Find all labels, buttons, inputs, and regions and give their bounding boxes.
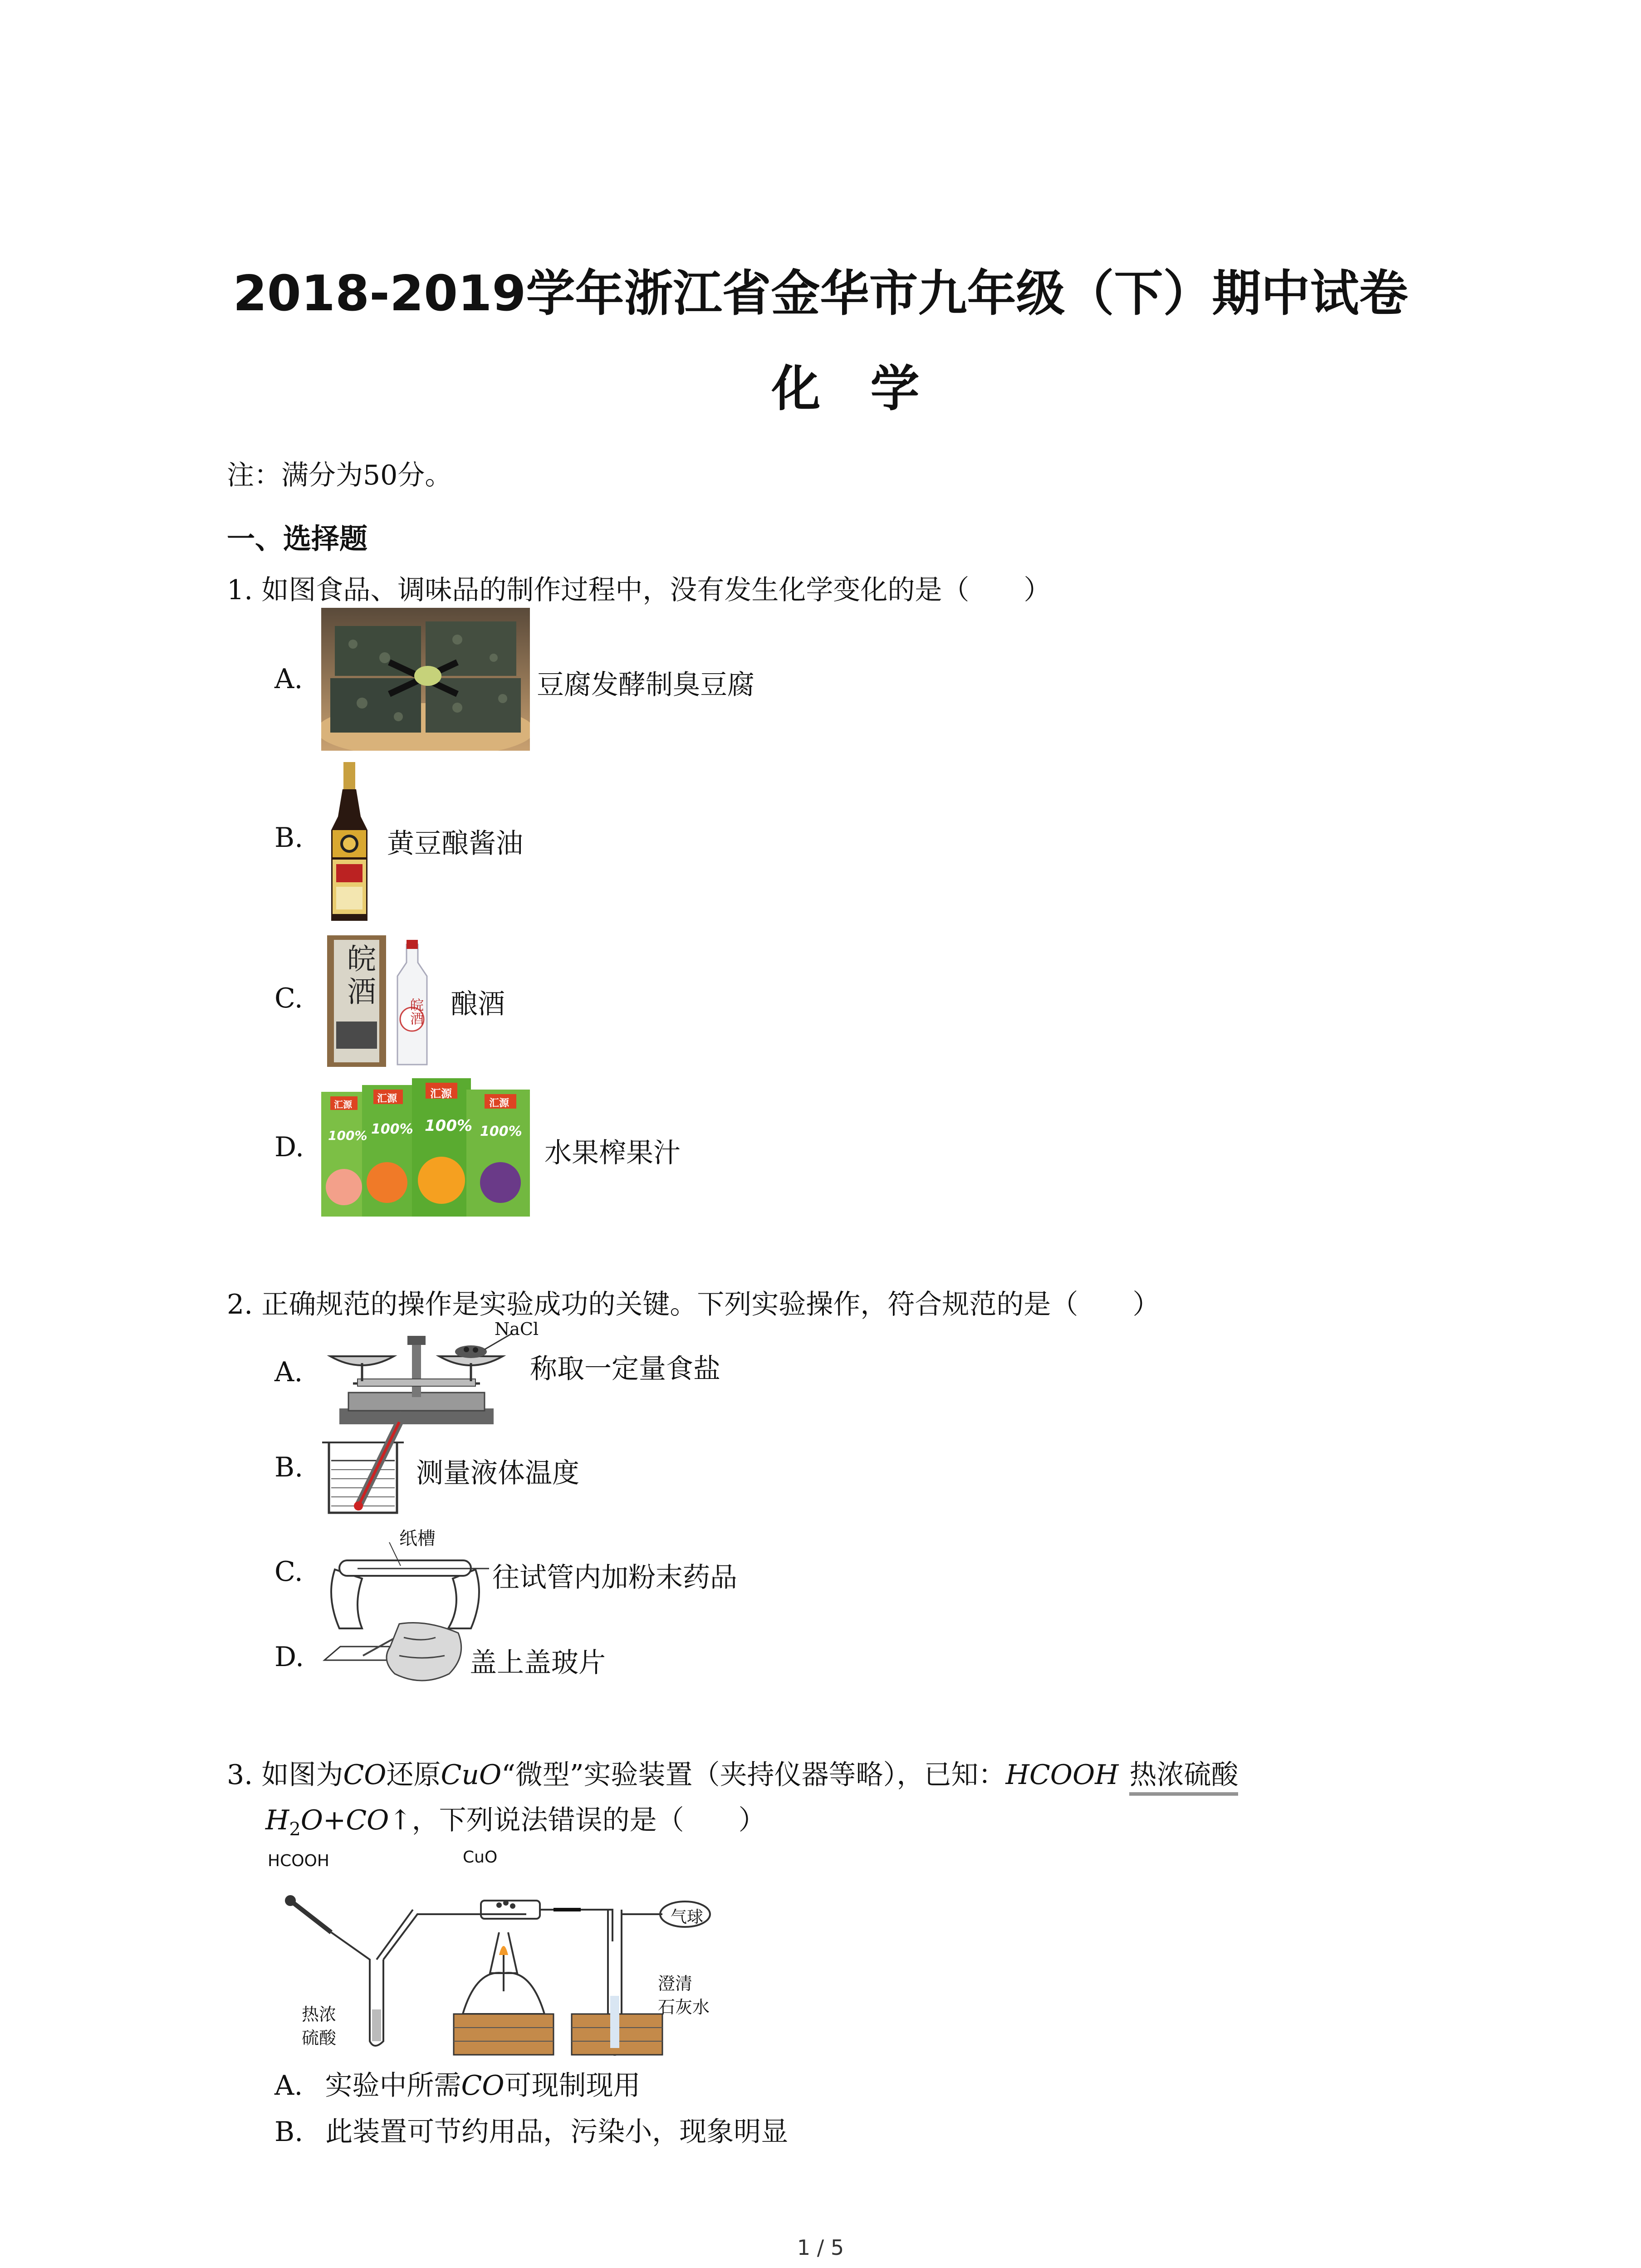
q2-option-a-text: 称取一定量食盐 — [530, 1353, 720, 1385]
q2-option-a-letter: A. — [274, 1356, 303, 1388]
q2-option-c-text: 往试管内加粉末药品 — [492, 1562, 737, 1593]
q2-option-b-letter: B. — [274, 1452, 304, 1483]
q3-cuo: CuO — [441, 1759, 502, 1791]
co-reduction-apparatus-figure — [263, 1846, 744, 2064]
q1-option-b-letter: B. — [274, 822, 304, 854]
q3-reaction-condition: 热浓硫酸 — [1129, 1759, 1238, 1795]
juice-brand-2: 汇源 — [377, 1093, 397, 1105]
fig-label-hcooh: HCOOH — [268, 1852, 329, 1870]
q1-option-a-text: 豆腐发酵制臭豆腐 — [537, 669, 754, 701]
q3-option-a — [274, 2064, 641, 2103]
fig-label-cuo: CuO — [463, 1848, 498, 1867]
q3-option-b-text: 此装置可节约用品，污染小，现象明显 — [325, 2116, 789, 2148]
q3-hcooh: HCOOH — [1005, 1759, 1119, 1791]
q3-stem-part-b: 还原 — [386, 1759, 441, 1791]
fig-label-limewater-2: 石灰水 — [658, 1997, 710, 2017]
juice-label-1: 100% — [328, 1128, 367, 1143]
stinky-tofu-image — [321, 608, 530, 751]
q1-option-d-letter: D. — [274, 1131, 304, 1163]
q3-option-a-letter: A. — [274, 2070, 303, 2102]
question-3-stem-line-2 — [265, 1799, 766, 1840]
q3-stem-tail: ，下列说法错误的是（ ） — [411, 1804, 766, 1836]
paper-trough-label: 纸槽 — [399, 1528, 436, 1549]
q3-option-a-text-1: 实验中所需 — [325, 2070, 461, 2102]
q2-option-d-letter: D. — [274, 1641, 304, 1673]
fig-label-balloon: 气球 — [671, 1908, 704, 1926]
q2-option-c-letter: C. — [274, 1556, 303, 1588]
fig-label-acid-1: 热浓 — [302, 2004, 337, 2024]
q1-option-c-text: 酿酒 — [451, 988, 505, 1020]
q3-option-a-text-2: 可现制现用 — [504, 2070, 641, 2102]
question-2-stem: 2. 正确规范的操作是实验成功的关键。下列实验操作，符合规范的是（ ） — [227, 1289, 1160, 1320]
juice-brand-1: 汇源 — [334, 1099, 352, 1110]
q1-option-b-text: 黄豆酿酱油 — [387, 828, 523, 860]
q3-product-rest: O+CO↑ — [300, 1804, 412, 1836]
question-1-stem: 1. 如图食品、调味品的制作过程中，没有发生化学变化的是（ ） — [227, 574, 1051, 606]
q2-option-b-text: 测量液体温度 — [416, 1457, 579, 1489]
q3-product-h: H — [265, 1804, 289, 1836]
q3-co: CO — [343, 1759, 387, 1791]
subject-title: 化学 — [771, 361, 970, 417]
section-heading: 一、选择题 — [227, 522, 368, 555]
q1-option-d-text: 水果榨果汁 — [544, 1137, 681, 1169]
fig-label-limewater-1: 澄清 — [658, 1974, 693, 1994]
page-title: 2018-2019学年浙江省金华市九年级（下）期中试卷 — [233, 265, 1408, 322]
juice-label-4: 100% — [480, 1124, 522, 1139]
soy-sauce-bottle-image — [324, 762, 374, 925]
q3-option-a-co: CO — [461, 2070, 505, 2102]
q3-stem-part-a: 3. 如图为 — [227, 1759, 343, 1791]
page-number: 1 / 5 — [797, 2235, 844, 2260]
q1-option-c-letter: C. — [274, 982, 303, 1014]
q2-option-d-text: 盖上盖玻片 — [470, 1647, 606, 1679]
wine-box-label-text: 皖酒 — [342, 943, 376, 1009]
beaker-thermometer-image — [320, 1411, 411, 1520]
fig-label-acid-2: 硫酸 — [302, 2028, 337, 2048]
juice-cartons-image — [321, 1078, 530, 1219]
juice-label-2: 100% — [371, 1121, 413, 1137]
question-3-stem-line-1 — [227, 1753, 1238, 1792]
q1-option-a-letter: A. — [274, 663, 303, 695]
score-note: 注：满分为50分。 — [227, 459, 452, 491]
juice-brand-3: 汇源 — [430, 1087, 452, 1100]
wine-bottle-label-text: 皖酒 — [407, 998, 423, 1025]
juice-label-3: 100% — [425, 1117, 473, 1135]
nacl-label: NaCl — [495, 1319, 539, 1339]
q3-product-sub: 2 — [289, 1819, 301, 1840]
q3-stem-part-c: “微型”实验装置（夹持仪器等略），已知： — [501, 1759, 1006, 1791]
cover-slip-image — [322, 1619, 467, 1687]
q3-option-b — [274, 2110, 788, 2149]
juice-brand-4: 汇源 — [489, 1098, 509, 1109]
q3-option-b-letter: B. — [274, 2116, 304, 2148]
